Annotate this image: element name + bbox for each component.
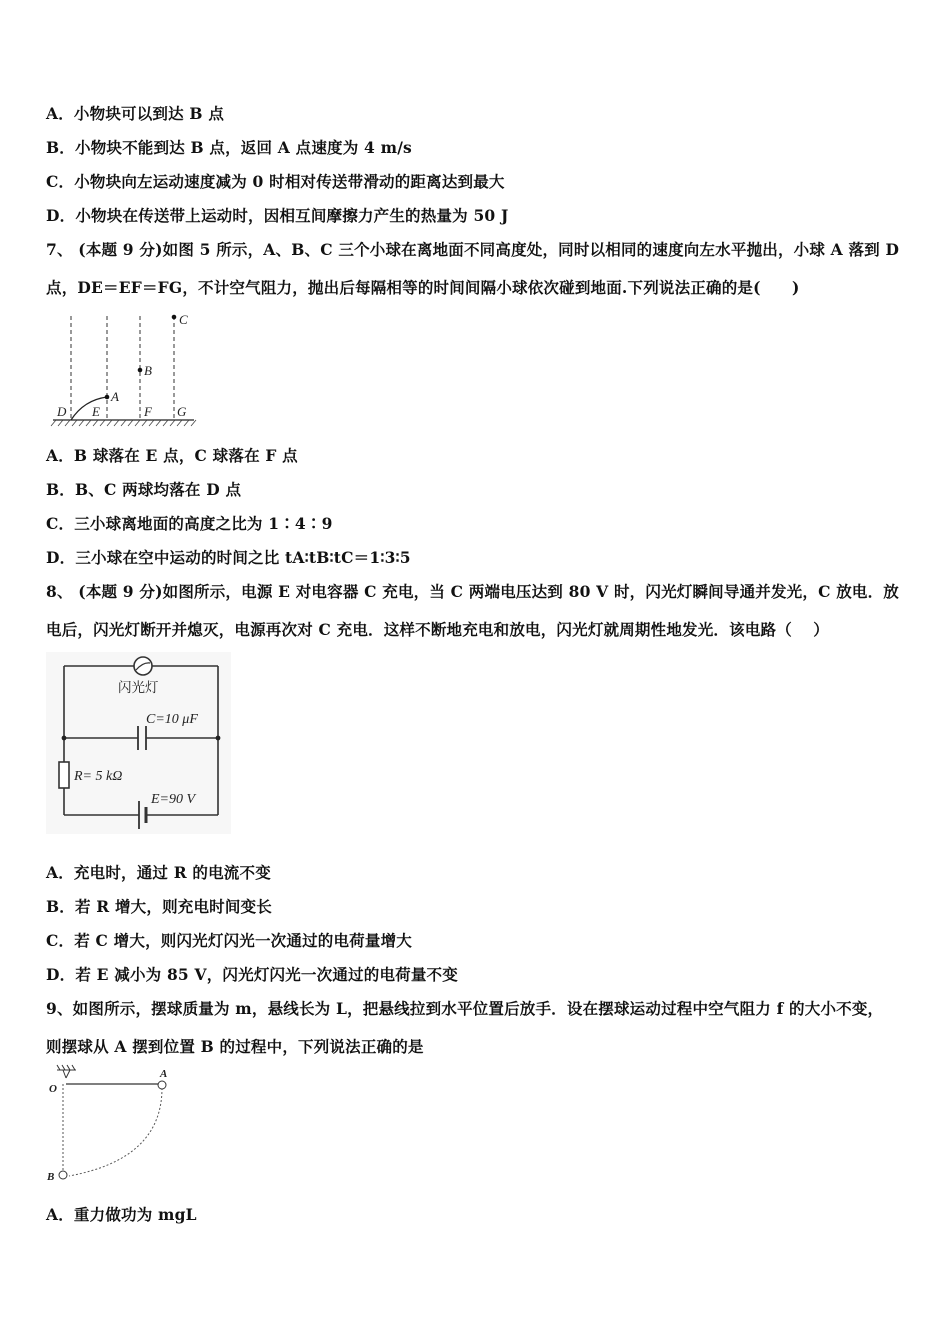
ball-b <box>138 368 143 373</box>
label-f: F <box>144 404 152 419</box>
source-label: E=90 V <box>151 792 196 807</box>
q8-option-b: B．若 R 增大，则充电时间变长 <box>46 897 272 916</box>
q8-option-d: D．若 E 减小为 85 V，闪光灯闪光一次通过的电荷量不变 <box>46 965 458 984</box>
label-a: A <box>160 1068 168 1080</box>
junction-right <box>216 736 221 741</box>
capacitor-label: C=10 μF <box>146 712 198 727</box>
q9-option-a: A．重力做功为 mgL <box>46 1205 197 1224</box>
lamp-icon <box>134 657 152 675</box>
lamp-label: 闪光灯 <box>118 680 159 695</box>
swing-arc <box>69 1088 162 1176</box>
resistor-icon <box>59 762 69 788</box>
ball-a <box>158 1081 166 1089</box>
label-o: O <box>49 1083 57 1095</box>
ceiling-hatch-icon <box>57 1065 76 1070</box>
q6-option-b: B．小物块不能到达 B 点，返回 A 点速度为 4 m/s <box>46 138 412 157</box>
q9-pendulum-figure <box>44 1064 176 1186</box>
resistor-label: R= 5 kΩ <box>74 769 123 784</box>
q7-option-d: D．三小球在空中运动的时间之比 tA∶tB∶tC＝1∶3∶5 <box>46 548 411 567</box>
q7-option-a: A．B 球落在 E 点，C 球落在 F 点 <box>46 446 298 465</box>
ball-c <box>172 315 177 320</box>
label-g: G <box>177 404 187 419</box>
q7-option-b: B．B、C 两球均落在 D 点 <box>46 480 242 499</box>
label-e: E <box>92 404 100 419</box>
label-b: B <box>47 1171 55 1183</box>
q7-projectile-figure <box>48 308 198 430</box>
ball-b <box>59 1171 67 1179</box>
q6-option-d: D．小物块在传送带上运动时，因相互间摩擦力产生的热量为 50 J <box>46 206 509 225</box>
q7-stem-line-1: 7、 (本题 9 分)如图 5 所示，A、B、C 三个小球在离地面不同高度处，同时以相同的速度向左水平抛出，小球 A 落到 D <box>46 240 900 259</box>
q8-circuit-figure <box>46 652 231 834</box>
q8-stem-line-2: 电后，闪光灯断开并熄灭，电源再次对 C 充电．这样不断地充电和放电，闪光灯就周期性地发光．该电路（ ） <box>46 620 829 639</box>
label-d: D <box>57 404 67 419</box>
q9-stem-line-1: 9、如图所示，摆球质量为 m，悬线长为 L，把悬线拉到水平位置后放手．设在摆球运动过程中空气阻力 f 的大小不变， <box>46 999 884 1018</box>
q7-option-c: C．三小球离地面的高度之比为 1∶4∶9 <box>46 514 333 533</box>
q6-option-c: C．小物块向左运动速度减为 0 时相对传送带滑动的距离达到最大 <box>46 172 505 191</box>
trajectory-a <box>71 397 107 420</box>
q8-stem-line-1: 8、 (本题 9 分)如图所示，电源 E 对电容器 C 充电，当 C 两端电压达到 80 V 时，闪光灯瞬间导通并发光，C 放电．放 <box>46 582 900 601</box>
label-c: C <box>179 312 188 327</box>
q8-option-c: C．若 C 增大，则闪光灯闪光一次通过的电荷量增大 <box>46 931 412 950</box>
q9-stem-line-2: 则摆球从 A 摆到位置 B 的过程中，下列说法正确的是 <box>46 1037 424 1056</box>
label-b: B <box>144 363 152 378</box>
q6-option-a: A．小物块可以到达 B 点 <box>46 104 225 123</box>
q8-option-a: A．充电时，通过 R 的电流不变 <box>46 863 271 882</box>
label-a: A <box>111 389 119 404</box>
junction-left <box>62 736 67 741</box>
q7-stem-line-2: 点，DE＝EF＝FG，不计空气阻力，抛出后每隔相等的时间间隔小球依次碰到地面.下列说法正确的是( ) <box>46 278 800 297</box>
ball-a <box>105 395 110 400</box>
